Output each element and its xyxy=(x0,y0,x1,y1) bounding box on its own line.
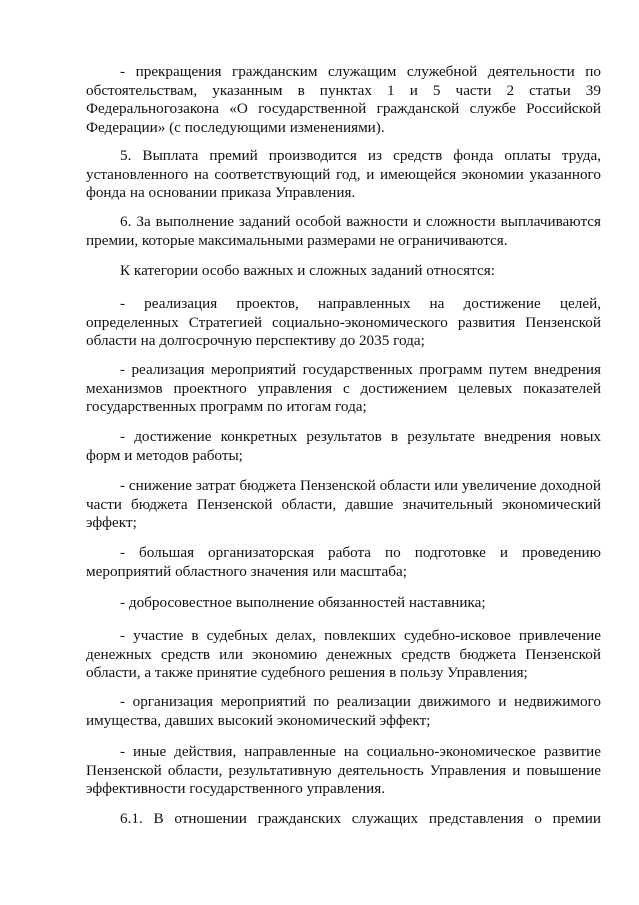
paragraph-other-actions: - иные действия, направленные на социально-экономическое развитие Пензенской области, результативную деятельность Управления и повышение эффективности государственного управления. xyxy=(86,743,601,798)
paragraph-organizational-work: - большая организаторская работа по подготовке и проведению мероприятий областного значения или масштаба; xyxy=(86,544,601,580)
paragraph-property-sales: - организация мероприятий по реализации движимого и недвижимого имущества, давших высокий экономический эффект; xyxy=(86,693,601,729)
paragraph-special-tasks-bonus: 6. За выполнение заданий особой важности и сложности выплачиваются премии, которые максимальными размерами не ограничиваются. xyxy=(86,213,601,249)
paragraph-mentorship: - добросовестное выполнение обязанностей наставника; xyxy=(120,594,486,611)
paragraph-bonus-payment-source: 5. Выплата премий производится из средств фонда оплаты труда, установленного на соответствующий год, и имеющейся экономии указанного фонда на основании приказа Управления. xyxy=(86,147,601,202)
paragraph-termination-clause: - прекращения гражданским служащим служебной деятельности по обстоятельствам, указанным в пунктах 1 и 5 части 2 статьи 39 Федеральногозакона «О государственной гражданской службе Российской Федерации» (с последующими изменениями). xyxy=(86,63,601,136)
paragraph-budget-effect: - снижение затрат бюджета Пензенской области или увеличение доходной части бюджета Пензенской области, давшие значительный экономический эффект; xyxy=(86,477,601,532)
paragraph-court-cases: - участие в судебных делах, повлекших судебно-исковое привлечение денежных средств или экономию денежных средств бюджета Пензенской области, а также принятие судебного решения в пользу Управления; xyxy=(86,627,601,682)
paragraph-task-categories-intro: К категории особо важных и сложных заданий относятся: xyxy=(120,262,495,279)
paragraph-section-6-1: 6.1. В отношении гражданских служащих представления о премии xyxy=(120,810,601,827)
paragraph-new-methods: - достижение конкретных результатов в результате внедрения новых форм и методов работы; xyxy=(86,428,601,464)
paragraph-strategy-projects: - реализация проектов, направленных на достижение целей, определенных Стратегией социально-экономического развития Пензенской области на долгосрочную перспективу до 2035 года; xyxy=(86,295,601,350)
paragraph-state-programs: - реализация мероприятий государственных программ путем внедрения механизмов проектного управления с достижением целевых показателей государственных программ по итогам года; xyxy=(86,361,601,416)
